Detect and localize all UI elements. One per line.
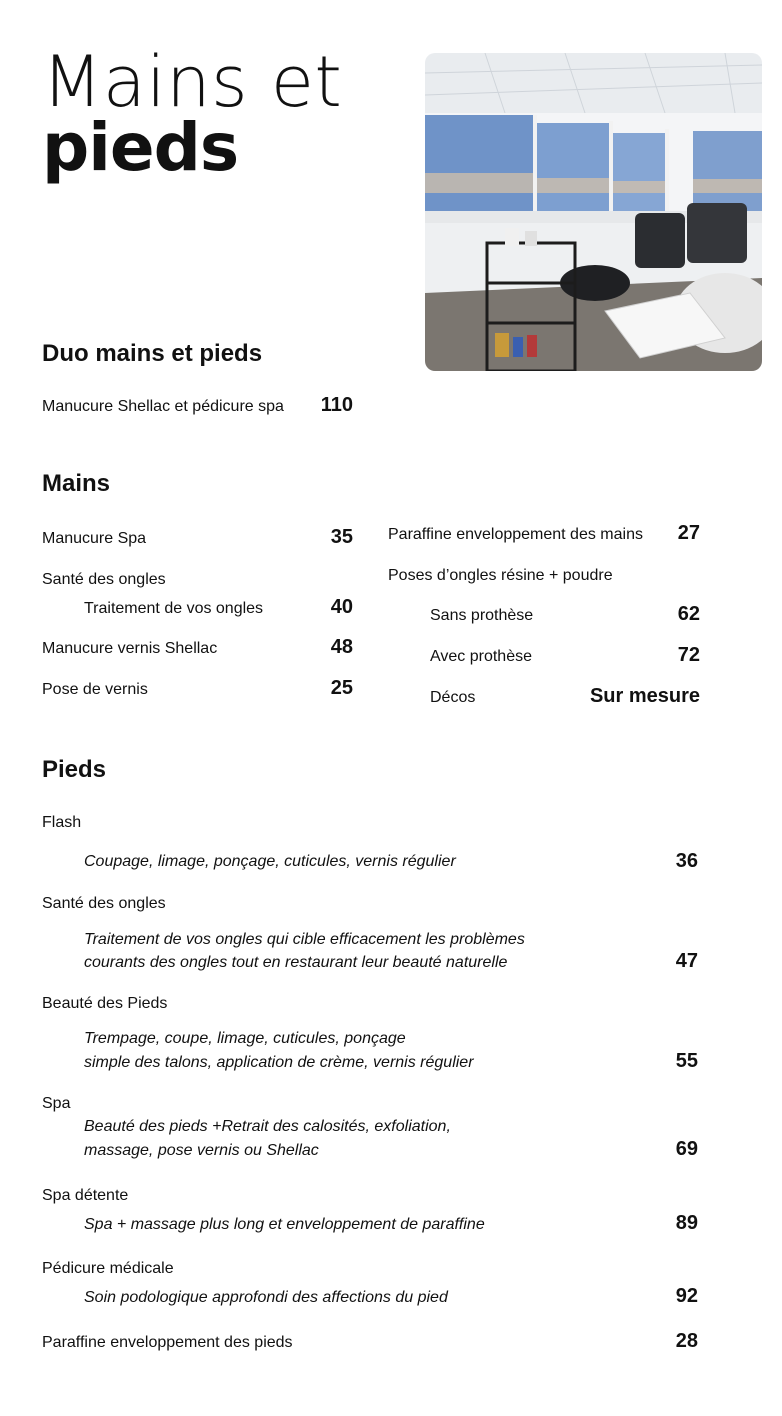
- pieds-item-price: 36: [675, 850, 698, 872]
- page-title-line2: pieds: [42, 109, 239, 186]
- pieds-item-label: Flash: [42, 814, 82, 831]
- pieds-item-desc: Beauté des pieds +Retrait des calosités, exfoliation,: [84, 1118, 451, 1135]
- mains-item-label: Poses d’ongles résine + poudre: [388, 567, 613, 584]
- mains-item-label: Manucure vernis Shellac: [42, 640, 218, 657]
- mains-item-price: 62: [677, 603, 700, 625]
- pieds-item-price: 28: [675, 1330, 698, 1352]
- pieds-item-label: Santé des ongles: [42, 895, 166, 912]
- mains-subitem-label: Traitement de vos ongles: [84, 600, 264, 617]
- pieds-item-desc: Trempage, coupe, limage, cuticules, ponçage: [84, 1030, 406, 1047]
- salon-photo: [425, 53, 762, 371]
- pieds-item-label: Spa: [42, 1095, 71, 1112]
- mains-item-price: 35: [330, 526, 353, 548]
- section-heading-duo: Duo mains et pieds: [42, 340, 263, 367]
- mains-item-price: 48: [330, 636, 353, 658]
- pieds-item-label: Beauté des Pieds: [42, 995, 168, 1012]
- pieds-item-label: Paraffine enveloppement des pieds: [42, 1334, 293, 1351]
- pieds-item-desc: Soin podologique approfondi des affections du pied: [84, 1289, 448, 1306]
- pieds-item-desc: Spa + massage plus long et enveloppement de paraffine: [84, 1216, 485, 1233]
- pieds-item-price: 55: [675, 1050, 698, 1072]
- pieds-item-desc: Traitement de vos ongles qui cible efficacement les problèmes: [84, 931, 525, 948]
- pieds-item-price: 69: [675, 1138, 698, 1160]
- pieds-item-price: 89: [675, 1212, 698, 1234]
- pieds-item-desc: simple des talons, application de crème, vernis régulier: [84, 1054, 474, 1071]
- duo-item-label: Manucure Shellac et pédicure spa: [42, 398, 284, 415]
- page-title-line1: Mains et: [42, 41, 343, 123]
- pieds-item-label: Spa détente: [42, 1187, 129, 1204]
- mains-item-price: 40: [330, 596, 353, 618]
- mains-item-price: 25: [330, 677, 353, 699]
- mains-item-label: Pose de vernis: [42, 681, 148, 698]
- section-heading-mains: Mains: [42, 470, 111, 497]
- pieds-item-desc: courants des ongles tout en restaurant leur beauté naturelle: [84, 954, 508, 971]
- mains-item-label: Santé des ongles: [42, 571, 166, 588]
- pieds-item-price: 47: [675, 950, 698, 972]
- mains-subitem-label: Sans prothèse: [430, 607, 534, 624]
- mains-item-label: Manucure Spa: [42, 530, 147, 547]
- mains-item-price: Sur mesure: [589, 685, 700, 707]
- mains-item-price: 27: [677, 522, 700, 544]
- mains-item-label: Paraffine enveloppement des mains: [388, 526, 643, 543]
- pieds-item-price: 92: [675, 1285, 698, 1307]
- duo-item-price: 110: [320, 394, 353, 416]
- mains-item-price: 72: [677, 644, 700, 666]
- mains-subitem-label: Décos: [430, 689, 476, 706]
- section-heading-pieds: Pieds: [42, 756, 107, 783]
- mains-subitem-label: Avec prothèse: [430, 648, 532, 665]
- pieds-item-desc: massage, pose vernis ou Shellac: [84, 1142, 319, 1159]
- pieds-item-label: Pédicure médicale: [42, 1260, 174, 1277]
- pieds-item-desc: Coupage, limage, ponçage, cuticules, vernis régulier: [84, 853, 456, 870]
